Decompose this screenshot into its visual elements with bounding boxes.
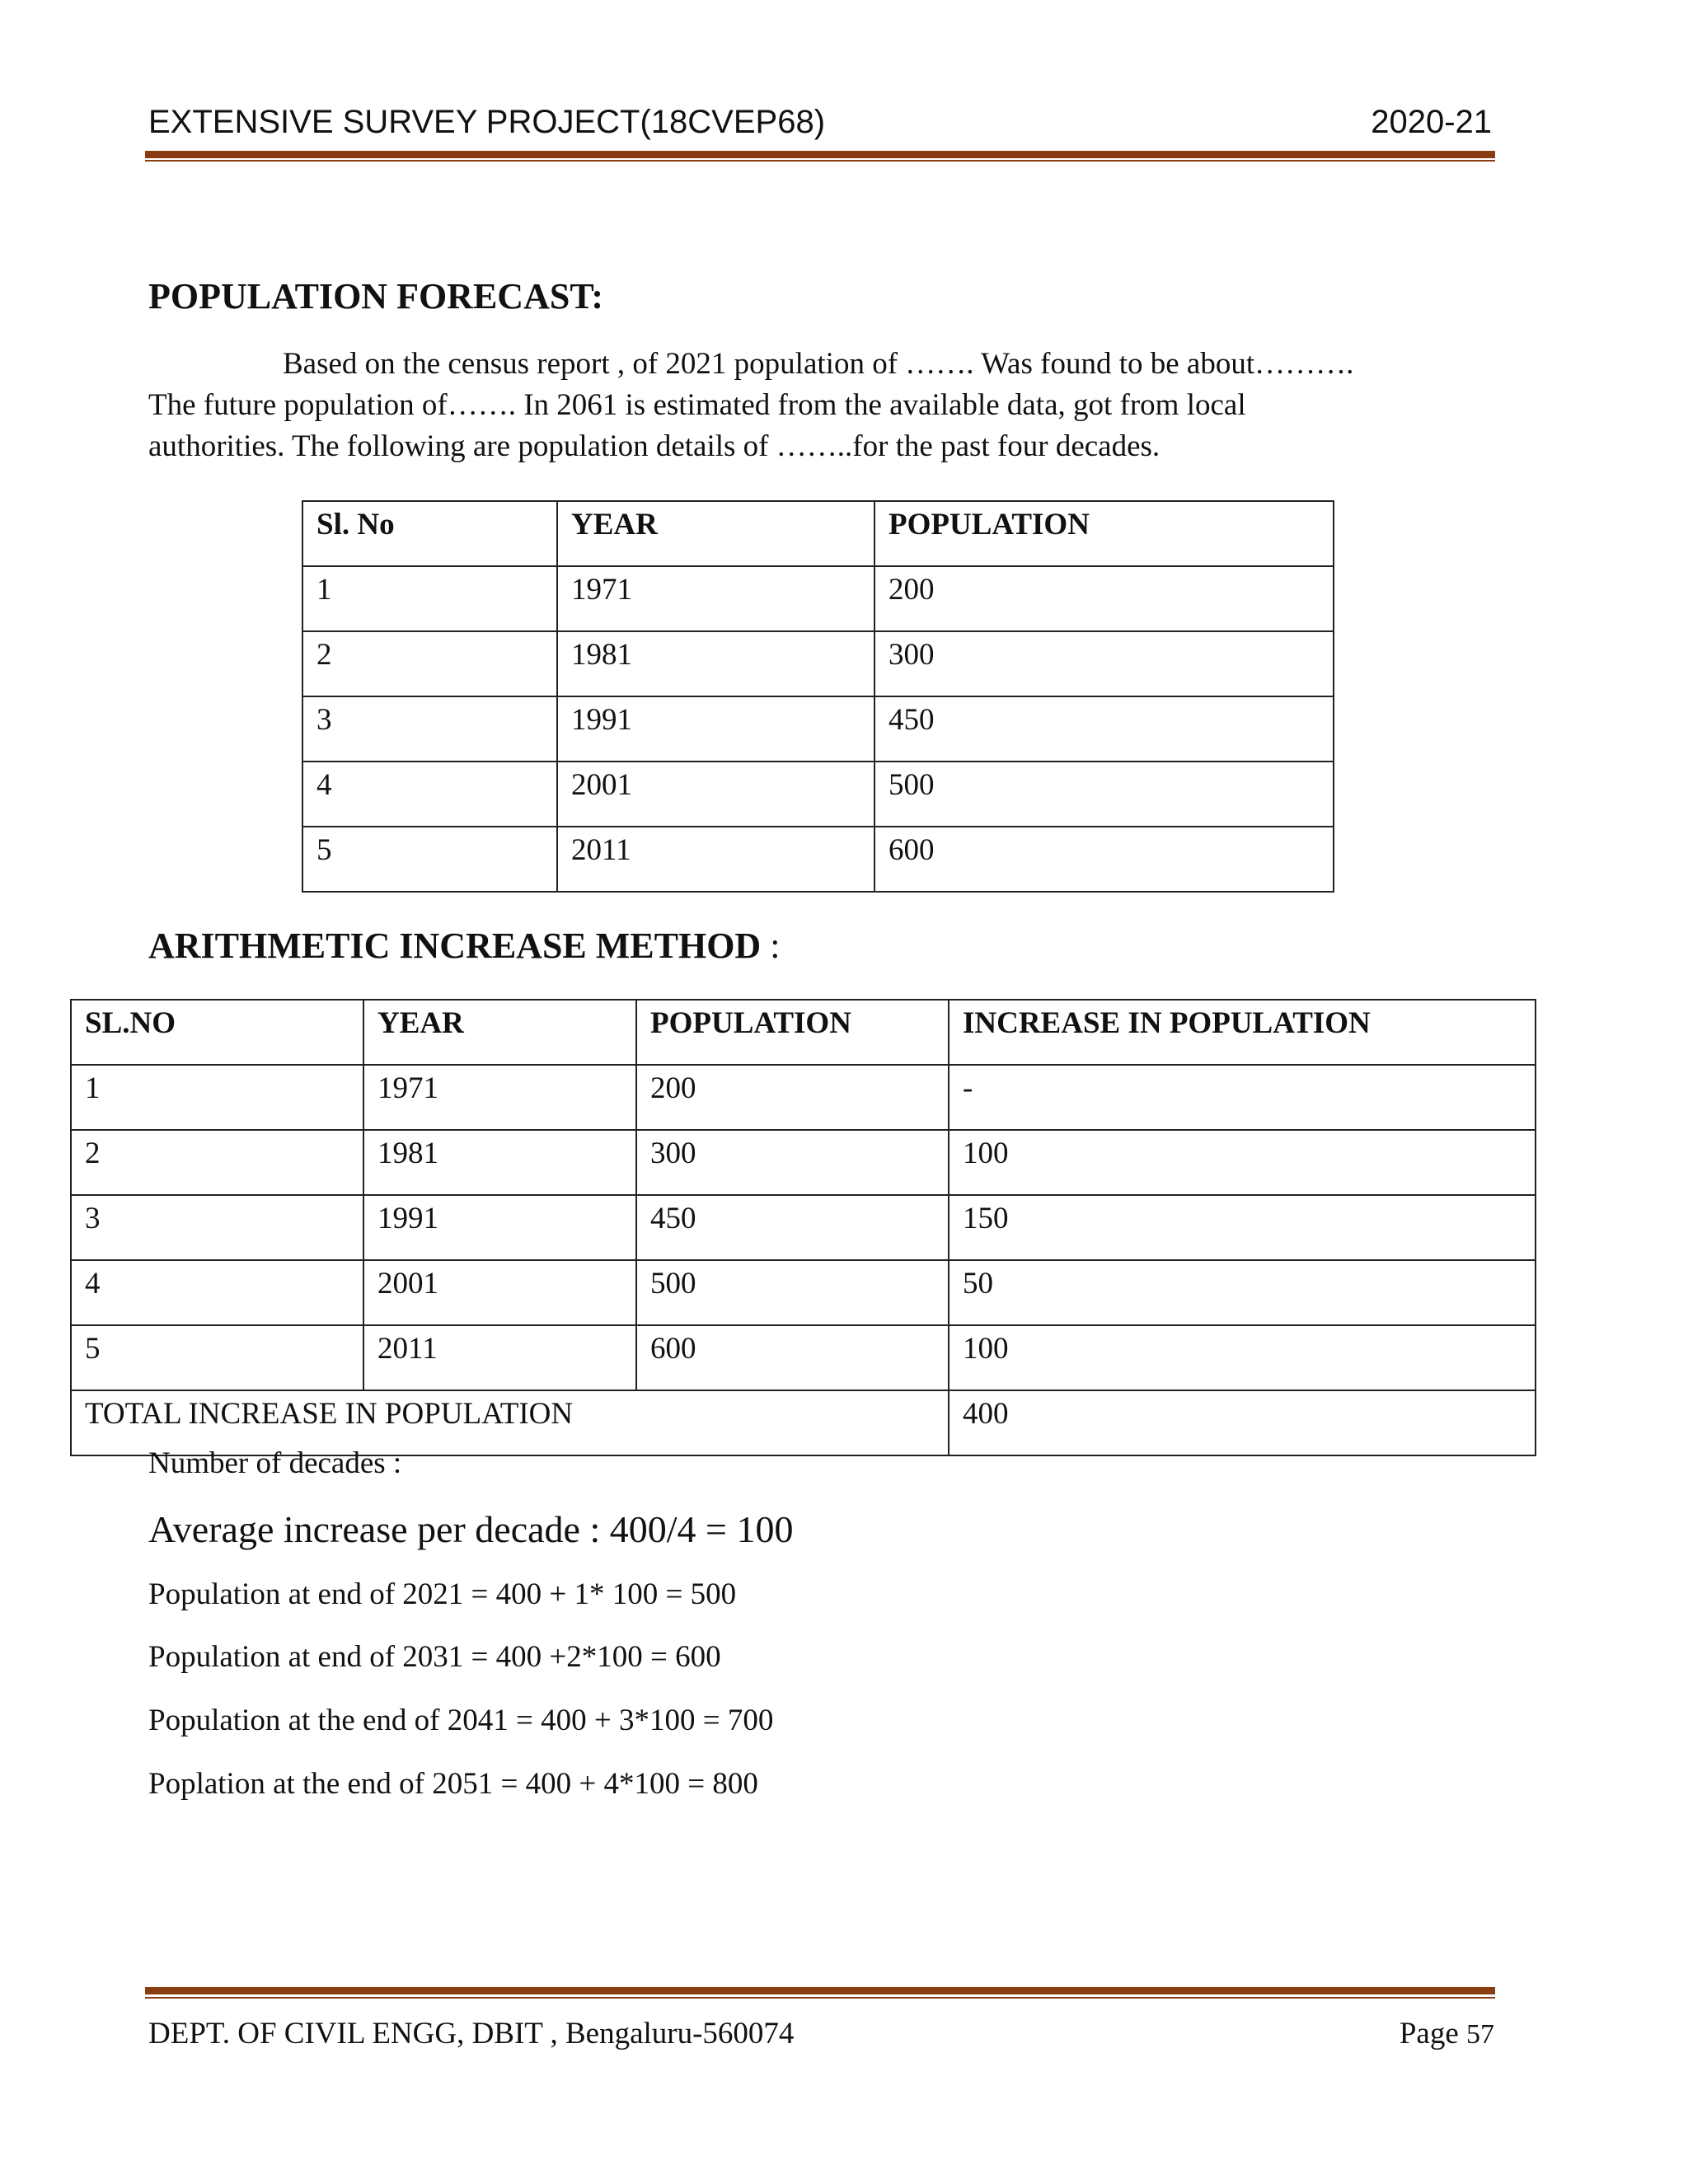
forecast-line: Population at end of 2031 = 400 +2*100 = 600 bbox=[148, 1640, 721, 1674]
table-cell: 200 bbox=[874, 566, 1334, 631]
table-cell: 450 bbox=[874, 696, 1334, 762]
arithmetic-increase-table bbox=[70, 999, 1536, 1456]
table-cell: 2 bbox=[302, 631, 557, 696]
table-cell: 500 bbox=[636, 1260, 949, 1325]
section-title-population-forecast: POPULATION FORECAST: bbox=[148, 276, 604, 316]
table-cell: - bbox=[949, 1065, 1536, 1130]
forecast-line: Population at end of 2021 = 400 + 1* 100 = 500 bbox=[148, 1577, 737, 1611]
paragraph-line-3: authorities. The following are population details of ……..for the past four decades. bbox=[148, 429, 1160, 463]
table-cell: 300 bbox=[874, 631, 1334, 696]
table-row bbox=[71, 1260, 1536, 1325]
table-cell: 150 bbox=[949, 1195, 1536, 1260]
paragraph-line-1: Based on the census report , of 2021 population of ……. Was found to be about………. bbox=[283, 347, 1354, 381]
table-header-cell: POPULATION bbox=[874, 501, 1334, 566]
table-cell: 1 bbox=[71, 1065, 363, 1130]
table-header-cell: YEAR bbox=[363, 1000, 636, 1065]
header-rule-thin bbox=[145, 160, 1495, 162]
intro-paragraph bbox=[148, 344, 1500, 467]
table-cell: 1971 bbox=[557, 566, 874, 631]
table-cell: 2011 bbox=[557, 827, 874, 892]
table-row bbox=[302, 827, 1334, 892]
forecast-line: Poplation at the end of 2051 = 400 + 4*100 = 800 bbox=[148, 1767, 758, 1801]
table-header-cell: YEAR bbox=[557, 501, 874, 566]
paragraph-line-2: The future population of……. In 2061 is estimated from the available data, got from local bbox=[148, 388, 1246, 422]
table-cell: 100 bbox=[949, 1130, 1536, 1195]
forecast-line: Population at the end of 2041 = 400 + 3*100 = 700 bbox=[148, 1704, 774, 1737]
table-row bbox=[302, 762, 1334, 827]
table-row bbox=[71, 1325, 1536, 1390]
table-cell: 1971 bbox=[363, 1065, 636, 1130]
table-cell: 2011 bbox=[363, 1325, 636, 1390]
table-cell: 5 bbox=[302, 827, 557, 892]
table-cell: 1 bbox=[302, 566, 557, 631]
table-cell: 600 bbox=[636, 1325, 949, 1390]
table-cell: 500 bbox=[874, 762, 1334, 827]
header-rule bbox=[145, 151, 1495, 158]
table-cell: 200 bbox=[636, 1065, 949, 1130]
table-header-cell: INCREASE IN POPULATION bbox=[949, 1000, 1536, 1065]
page-header bbox=[148, 99, 1492, 150]
table-row bbox=[71, 1195, 1536, 1260]
footer-department: DEPT. OF CIVIL ENGG, DBIT , Bengaluru-560074 bbox=[148, 2017, 795, 2050]
total-value: 400 bbox=[949, 1390, 1536, 1455]
table-header-cell: SL.NO bbox=[71, 1000, 363, 1065]
table-cell: 2001 bbox=[363, 1260, 636, 1325]
table-cell: 4 bbox=[302, 762, 557, 827]
page-number: Page 57 bbox=[1399, 2017, 1494, 2050]
table-cell: 50 bbox=[949, 1260, 1536, 1325]
table-row bbox=[302, 566, 1334, 631]
table-cell: 5 bbox=[71, 1325, 363, 1390]
header-title: EXTENSIVE SURVEY PROJECT(18CVEP68) bbox=[148, 104, 826, 140]
table-cell: 3 bbox=[71, 1195, 363, 1260]
table-cell: 300 bbox=[636, 1130, 949, 1195]
table-row bbox=[71, 1130, 1536, 1195]
table-cell: 600 bbox=[874, 827, 1334, 892]
table-header-cell: Sl. No bbox=[302, 501, 557, 566]
table-header-row bbox=[71, 1000, 1536, 1065]
table-cell: 1981 bbox=[557, 631, 874, 696]
table-row bbox=[71, 1065, 1536, 1130]
table-cell: 1991 bbox=[363, 1195, 636, 1260]
table-cell: 3 bbox=[302, 696, 557, 762]
footer-rule-thin bbox=[145, 1997, 1495, 1999]
table-cell: 4 bbox=[71, 1260, 363, 1325]
header-year: 2020-21 bbox=[1371, 104, 1492, 140]
table-cell: 450 bbox=[636, 1195, 949, 1260]
table-row bbox=[302, 631, 1334, 696]
table-cell: 2 bbox=[71, 1130, 363, 1195]
table-row bbox=[302, 696, 1334, 762]
table-cell: 1981 bbox=[363, 1130, 636, 1195]
table-cell: 2001 bbox=[557, 762, 874, 827]
table-cell: 1991 bbox=[557, 696, 874, 762]
total-label: TOTAL INCREASE IN POPULATION bbox=[71, 1390, 949, 1455]
section-title-arithmetic-method: ARITHMETIC INCREASE METHOD : bbox=[148, 926, 781, 966]
population-table bbox=[302, 500, 1334, 893]
table-header-row bbox=[302, 501, 1334, 566]
average-increase: Average increase per decade : 400/4 = 100 bbox=[148, 1508, 794, 1550]
table-header-cell: POPULATION bbox=[636, 1000, 949, 1065]
decades-note: Number of decades : bbox=[148, 1446, 402, 1480]
footer-rule bbox=[145, 1987, 1495, 1994]
table-cell: 100 bbox=[949, 1325, 1536, 1390]
